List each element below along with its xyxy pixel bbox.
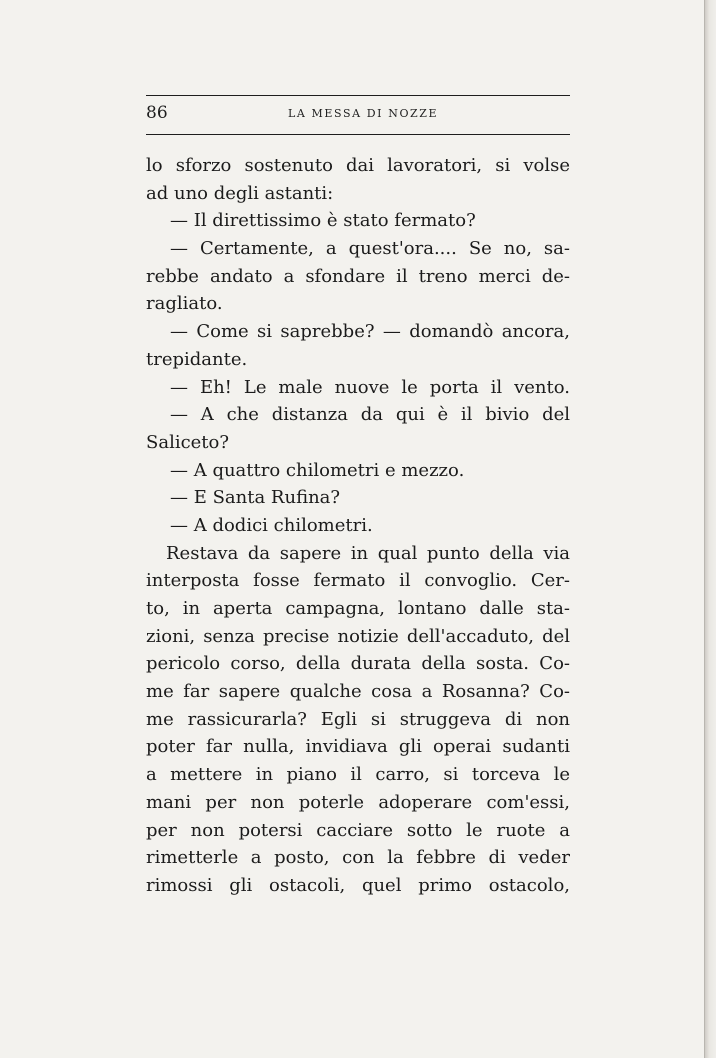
dialogue-line: — E Santa Rufina?: [170, 487, 341, 509]
text-line: a mettere in piano il carro, si torceva le: [146, 764, 570, 786]
text-line: me rassicurarla? Egli si struggeva di non: [146, 708, 570, 730]
body-text: [146, 152, 570, 900]
text-line: mani per non poterle adoperare com'essi,: [146, 791, 570, 813]
book-gutter-edge: [704, 0, 716, 1058]
dialogue-line: — Eh! Le male nuove le porta il vento.: [170, 376, 570, 398]
text-line: Saliceto?: [146, 431, 230, 453]
dialogue-line: — A quattro chilometri e mezzo.: [170, 459, 465, 481]
dialogue-line: — A che distanza da qui è il bivio del: [170, 404, 570, 426]
paragraph-start-line: Restava da sapere in qual punto della via: [166, 542, 570, 564]
text-line: rebbe andato a sfondare il treno merci de-: [146, 265, 570, 287]
page-number: 86: [146, 103, 168, 123]
dialogue-line: — Come si saprebbe? — domandò ancora,: [170, 321, 570, 343]
text-line: ragliato.: [146, 293, 223, 315]
text-line: lo sforzo sostenuto dai lavoratori, si volse: [146, 155, 570, 176]
text-line: ad uno degli astanti:: [146, 182, 334, 204]
text-line: rimetterle a posto, con la febbre di veder: [146, 847, 570, 869]
running-title: LA MESSA DI NOZZE: [288, 107, 439, 120]
text-line: trepidante.: [146, 348, 248, 370]
dialogue-line: — Il direttissimo è stato fermato?: [170, 210, 476, 232]
text-line: rimossi gli ostacoli, quel primo ostacolo,: [146, 874, 570, 896]
dialogue-line: — Certamente, a quest'ora.... Se no, sa-: [170, 238, 570, 260]
text-line: me far sapere qualche cosa a Rosanna? Co-: [146, 681, 570, 703]
dialogue-line: — A dodici chilometri.: [170, 514, 373, 536]
text-line: pericolo corso, della durata della sosta. Co-: [146, 653, 570, 675]
header-rule-bottom: [146, 134, 570, 135]
text-line: interposta fosse fermato il convoglio. Cer-: [146, 570, 570, 592]
header-rule-top: [146, 95, 570, 96]
text-line: to, in aperta campagna, lontano dalle sta-: [146, 598, 570, 619]
text-line: poter far nulla, invidiava gli operai sudanti: [146, 736, 570, 758]
text-line: zioni, senza precise notizie dell'accaduto, del: [146, 625, 570, 647]
text-line: per non potersi cacciare sotto le ruote a: [146, 819, 570, 841]
